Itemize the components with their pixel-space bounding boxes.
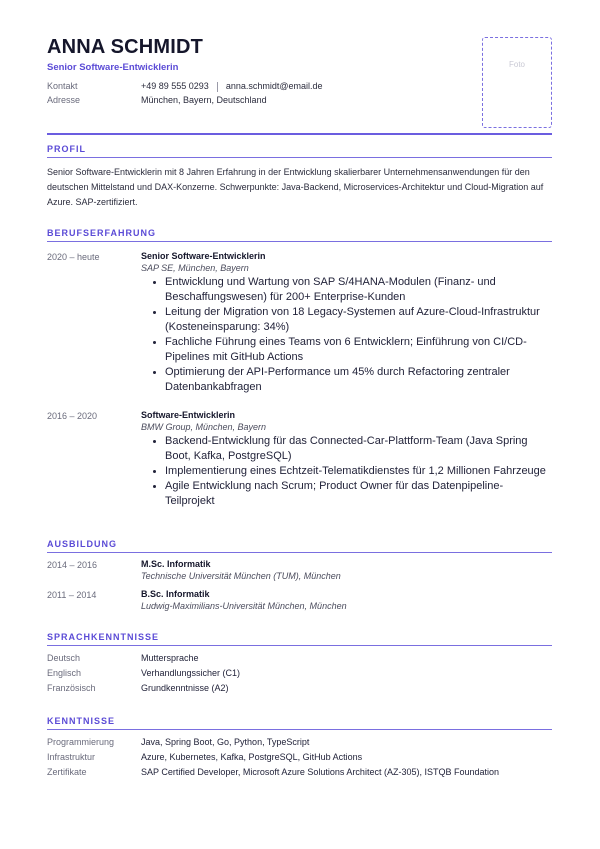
entry-degree: M.Sc. Informatik [141,559,211,569]
skill-category: Programmierung [47,736,115,747]
experience-section [47,228,552,509]
entry-organization: SAP SE, München, Bayern [141,263,249,273]
address-value: München, Bayern, Deutschland [141,95,267,105]
experience-entry [47,251,552,395]
bullet-item: Fachliche Führung eines Teams von 6 Entwicklern; Einführung von CI/CD-Pipelines mit GitHub Actions [165,335,552,365]
contact-separator [217,82,218,92]
job-title: Senior Software-Entwicklerin [47,62,179,73]
bullet-item: Agile Entwicklung nach Scrum; Product Owner für das Datenpipeline-Teilprojekt [165,479,552,509]
skill-value: Java, Spring Boot, Go, Python, TypeScript [141,736,310,747]
entry-body [141,559,552,581]
person-name: ANNA SCHMIDT [47,36,204,58]
language-level: Grundkenntnisse (A2) [141,682,229,693]
entry-body [141,410,552,509]
address-label: Adresse [47,95,81,105]
language-row [47,665,552,680]
bullet-item: Leitung der Migration von 18 Legacy-Systemen auf Azure-Cloud-Infrastruktur (Kosteneinsparung: 34%) [165,305,552,335]
language-level: Verhandlungssicher (C1) [141,667,241,678]
skill-category: Infrastruktur [47,751,96,762]
language-row [47,680,552,695]
language-name: Deutsch [47,652,81,663]
entry-degree: B.Sc. Informatik [141,589,210,599]
entry-school: Technische Universität München (TUM), München [141,571,341,581]
skill-row [47,734,552,749]
phone-number: +49 89 555 0293 [141,81,209,91]
skill-value: Azure, Kubernetes, Kafka, PostgreSQL, GitHub Actions [141,751,363,762]
education-entry [47,589,552,611]
bullet-item: Backend-Entwicklung für das Connected-Car-Plattform-Team (Java Spring Boot, Kafka, PostgreSQL) [165,434,552,464]
education-heading: AUSBILDUNG [47,539,552,553]
email-address: anna.schmidt@email.de [225,81,323,91]
education-entry [47,559,552,581]
skill-row [47,764,552,779]
header-divider [47,133,552,135]
entry-date: 2020 – heute [47,252,100,262]
skill-category: Zertifikate [47,766,87,777]
profile-heading: PROFIL [47,144,552,158]
resume-header [47,0,552,133]
photo-placeholder [482,37,552,128]
entry-body [141,589,552,611]
language-name: Französisch [47,682,96,693]
languages-list [47,650,552,695]
entry-school: Ludwig-Maximilians-Universität München, München [141,601,347,611]
entry-bullets [141,275,552,395]
education-section [47,539,552,611]
experience-heading: BERUFSERFAHRUNG [47,228,552,242]
contact-row [47,81,323,91]
bullet-item: Optimierung der API-Performance um 45% durch Refactoring zentraler Datenbankabfragen [165,365,552,395]
profile-summary: Senior Software-Entwicklerin mit 8 Jahren Erfahrung in der Entwicklung skalierbarer Unternehmensanwendungen für den deutschen Mittelstand und DAX-Konzerne. Schwerpunkte: Java-Backend, Microservices-Architektur und Cloud-Migration auf Azure. SAP-zertifiziert. [47,167,544,207]
entry-date: 2016 – 2020 [47,411,98,421]
entry-date: 2014 – 2016 [47,560,98,570]
language-name: Englisch [47,667,82,678]
experience-entry [47,410,552,509]
profile-section [47,144,552,210]
entry-organization: BMW Group, München, Bayern [141,422,267,432]
skills-section [47,716,552,779]
skills-list [47,734,552,779]
entry-bullets [141,434,552,509]
photo-label: Foto [508,60,525,69]
language-level: Muttersprache [141,652,199,663]
languages-section [47,632,552,695]
entry-body [141,251,552,395]
address-row [47,95,267,105]
bullet-item: Entwicklung und Wartung von SAP S/4HANA-Modulen (Finanz- und Beschaffungswesen) für 200+ Enterprise-Kunden [165,275,552,305]
language-row [47,650,552,665]
entry-role: Software-Entwicklerin [141,410,236,420]
bullet-item: Implementierung eines Echtzeit-Telematikdienstes für 1,2 Millionen Fahrzeuge [165,464,552,479]
languages-heading: SPRACHKENNTNISSE [47,632,552,646]
entry-date: 2011 – 2014 [47,590,97,600]
skill-row [47,749,552,764]
skill-value: SAP Certified Developer, Microsoft Azure Solutions Architect (AZ-305), ISTQB Foundation [141,766,499,777]
contact-label: Kontakt [47,81,78,91]
entry-role: Senior Software-Entwicklerin [141,251,266,261]
skills-heading: KENNTNISSE [47,716,552,730]
